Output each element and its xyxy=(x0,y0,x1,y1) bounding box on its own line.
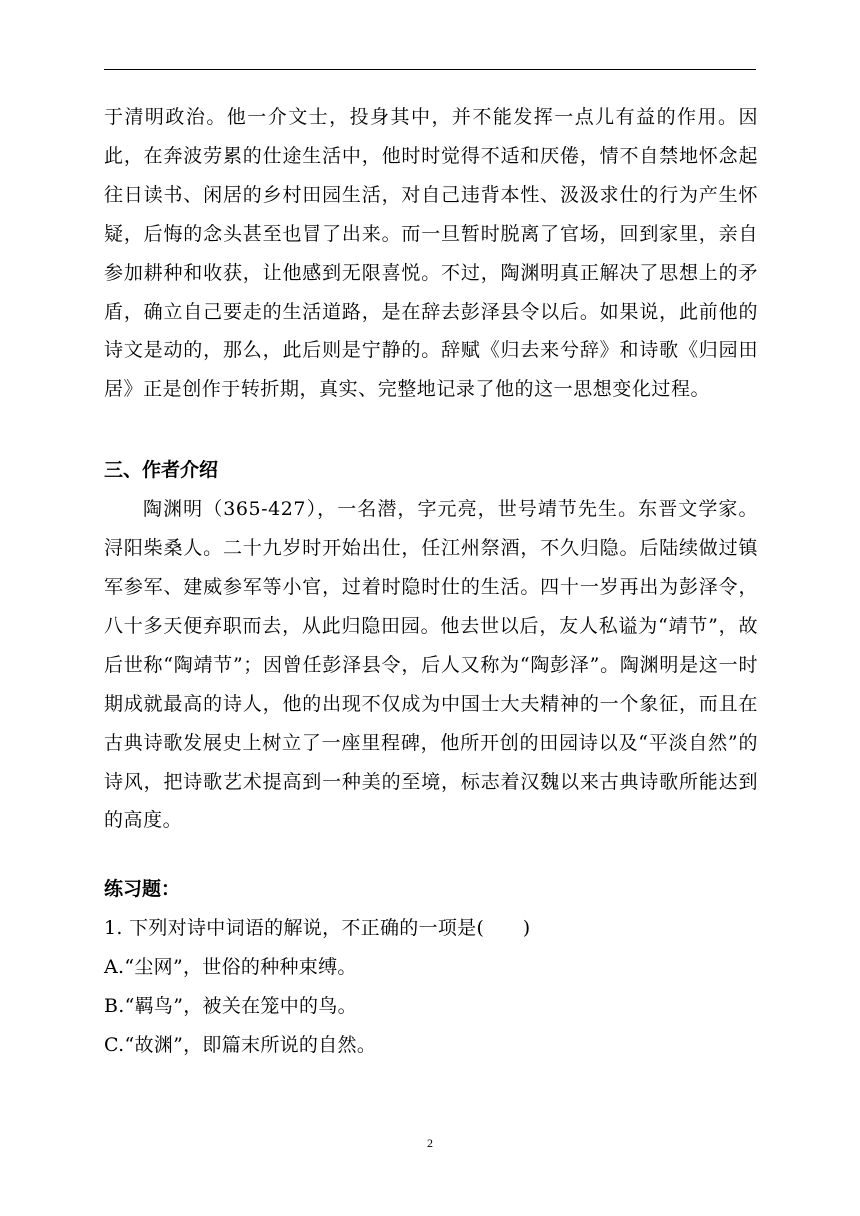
option-a: A.“尘网”，世俗的种种束缚。 xyxy=(104,956,357,979)
section-gap xyxy=(104,409,758,451)
header-rule xyxy=(104,69,756,70)
exercise-heading: 练习题： xyxy=(104,878,181,901)
option-b: B.“羁鸟”，被关在笼中的鸟。 xyxy=(104,995,357,1018)
section-heading-author: 三、作者介绍 xyxy=(104,459,219,482)
page-content xyxy=(104,98,758,1065)
author-paragraph: 陶渊明（365-427），一名潜，字元亮，世号靖节先生。东晋文学家。浔阳柴桑人。二十九岁时开始出仕，任江州祭酒，不久归隐。后陆续做过镇军参军、建威参军等小官，过着时隐时仕的生活。四十一岁再出为彭泽令，八十多天便弃职而去，从此归隐田园。他去世以后，友人私谥为“靖节”，故后世称“陶靖节”；因曾任彭泽县令，后人又称为“陶彭泽”。陶渊明是这一时期成就最高的诗人，他的出现不仅成为中国士大夫精神的一个象征，而且在古典诗歌发展史上树立了一座里程碑，他所开创的田园诗以及“平淡自然”的诗风，把诗歌艺术提高到一种美的至境，标志着汉魏以来古典诗歌所能达到的高度。 xyxy=(104,498,758,832)
question-1: 1. 下列对诗中词语的解说，不正确的一项是( ) xyxy=(104,917,531,940)
exercise-gap xyxy=(104,840,758,870)
page-number: 2 xyxy=(427,1136,433,1150)
body-paragraph: 于清明政治。他一介文士，投身其中，并不能发挥一点儿有益的作用。因此，在奔波劳累的仕途生活中，他时时觉得不适和厌倦，情不自禁地怀念起往日读书、闲居的乡村田园生活，对自己违背本性、汲汲求仕的行为产生怀疑，后悔的念头甚至也冒了出来。而一旦暂时脱离了官场，回到家里，亲自参加耕种和收获，让他感到无限喜悦。不过，陶渊明真正解决了思想上的矛盾，确立自己要走的生活道路，是在辞去彭泽县令以后。如果说，此前他的诗文是动的，那么，此后则是宁静的。辞赋《归去来兮辞》和诗歌《归园田居》正是创作于转折期，真实、完整地记录了他的这一思想变化过程。 xyxy=(104,106,758,401)
option-c: C.“故渊”，即篇末所说的自然。 xyxy=(104,1033,377,1056)
